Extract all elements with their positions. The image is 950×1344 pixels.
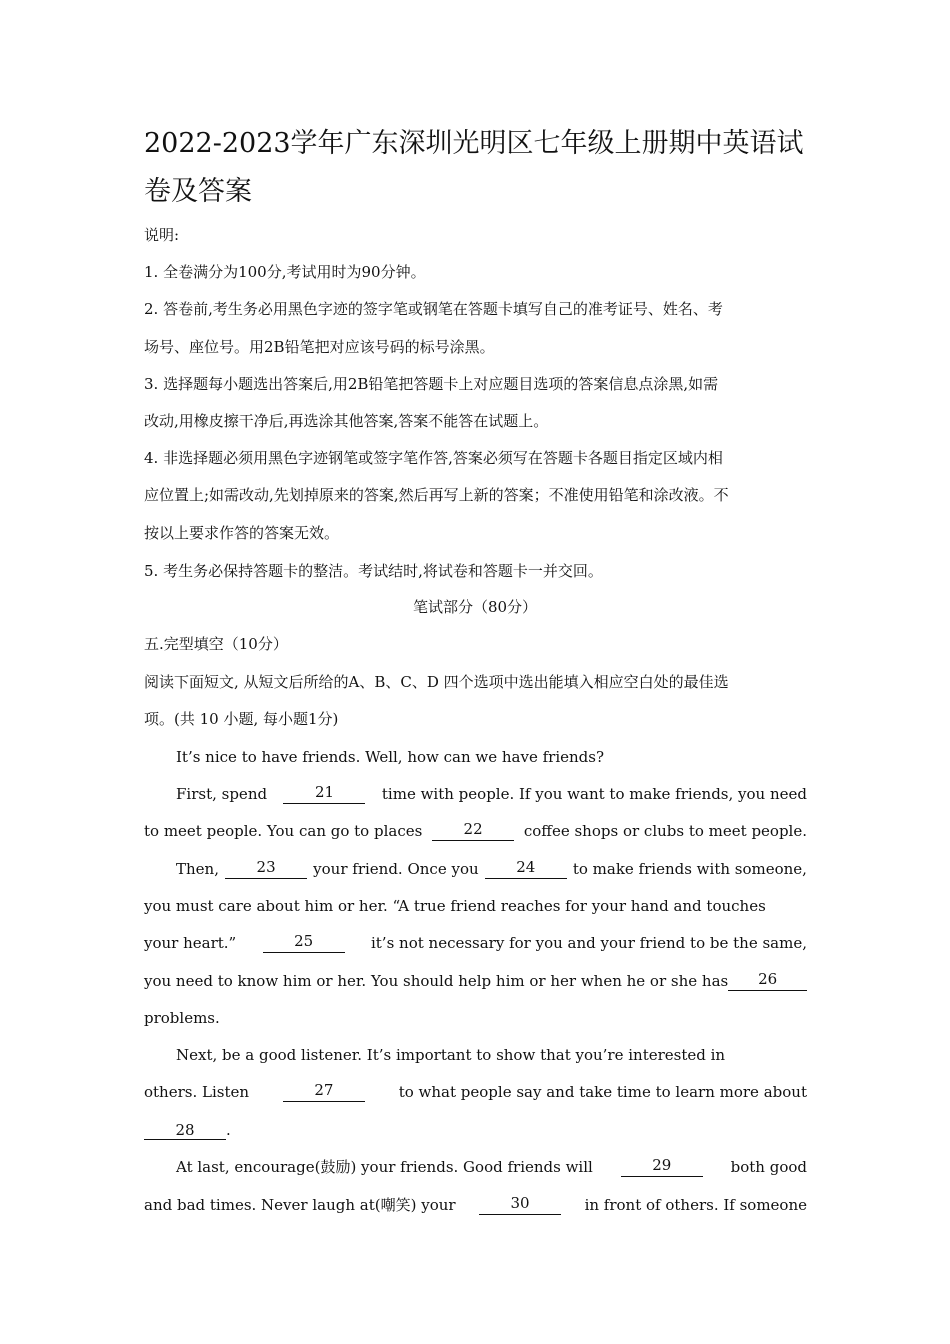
passage-text: it’s not necessary for you and your friend to be the same, (370, 934, 807, 952)
passage-text: . (226, 1121, 231, 1139)
section-title: 五.完型填空（10分） (144, 635, 288, 653)
passage-line (144, 1082, 807, 1102)
instruction-line: 2. 答卷前,考生务必用黑色字迹的签字笔或钢笔在答题卡填写自己的准考证号、姓名、考 (144, 300, 723, 318)
passage-text: time with people. If you want to make friends, you need (381, 785, 807, 803)
page-title: 2022-2023学年广东深圳光明区七年级上册期中英语试卷及答案 (144, 128, 804, 207)
blank-21: 21 (283, 784, 365, 804)
passage-text: At last, encourage(鼓励) your friends. Good friends will (176, 1158, 593, 1176)
blank-27: 27 (283, 1082, 365, 1102)
instruction-line: 应位置上;如需改动,先划掉原来的答案,然后再写上新的答案；不准使用铅笔和涂改液。不 (144, 486, 729, 504)
passage-line (176, 1157, 807, 1177)
blank-25: 25 (263, 933, 345, 953)
passage-text: to make friends with someone, (572, 860, 807, 878)
passage-line (176, 859, 807, 879)
passage-line (144, 933, 807, 953)
passage-line (176, 784, 807, 804)
instruction-line: 按以上要求作答的答案无效。 (144, 524, 340, 542)
passage-text: you need to know him or her. You should help him or her when he or she has (144, 972, 729, 990)
passage-line: you must care about him or her. “A true friend reaches for your hand and touches (144, 897, 766, 915)
passage-line: problems. (144, 1009, 220, 1027)
passage-line: Next, be a good listener. It’s important to show that you’re interested in (176, 1046, 726, 1064)
blank-23: 23 (225, 859, 307, 879)
instructions-header: 说明: (144, 226, 180, 244)
passage-line (144, 971, 807, 991)
passage-text: to what people say and take time to learn more about (398, 1083, 807, 1101)
passage-text: your friend. Once you (313, 860, 479, 878)
passage-text: First, spend (176, 785, 268, 803)
instruction-line: 改动,用橡皮擦干净后,再选涂其他答案,答案不能答在试题上。 (144, 412, 549, 430)
instruction-line: 场号、座位号。用2B铅笔把对应该号码的标号涂黑。 (144, 338, 495, 356)
passage-text: Then, (176, 860, 219, 878)
instruction-line: 1. 全卷满分为100分,考试用时为90分钟。 (144, 263, 426, 281)
blank-26: 26 (728, 971, 807, 991)
instruction-line: 3. 选择题每小题选出答案后,用2B铅笔把答题卡上对应题目选项的答案信息点涂黑,如需 (144, 375, 719, 393)
passage-line (144, 1120, 231, 1140)
blank-24: 24 (485, 859, 567, 879)
instruction-line: 5. 考生务必保持答题卡的整洁。考试结时,将试卷和答题卡一并交回。 (144, 562, 603, 580)
instruction-line: 4. 非选择题必须用黑色字迹钢笔或签字笔作答,答案必须写在答题卡各题目指定区域内相 (144, 449, 723, 467)
blank-22: 22 (432, 821, 514, 841)
passage-text: in front of others. If someone (584, 1196, 807, 1214)
blank-29: 29 (621, 1157, 703, 1177)
blank-28: 28 (144, 1122, 226, 1140)
section-description: 阅读下面短文, 从短文后所给的A、B、C、D 四个选项中选出能填入相应空白处的最佳选 (144, 673, 729, 691)
passage-line (144, 1195, 807, 1215)
passage-line (144, 821, 807, 841)
passage-text: and bad times. Never laugh at(嘲笑) your (144, 1196, 456, 1214)
passage-text: others. Listen (144, 1083, 250, 1101)
passage-text: your heart.” (144, 934, 237, 952)
passage-text: to meet people. You can go to places (144, 822, 423, 840)
passage-text: both good (730, 1158, 807, 1176)
written-part-heading: 笔试部分（80分） (412, 598, 538, 616)
blank-30: 30 (479, 1195, 561, 1215)
section-description: 项。(共 10 小题, 每小题1分) (144, 710, 339, 728)
passage-line: It’s nice to have friends. Well, how can we have friends? (176, 748, 605, 766)
passage-text: coffee shops or clubs to meet people. (523, 822, 807, 840)
